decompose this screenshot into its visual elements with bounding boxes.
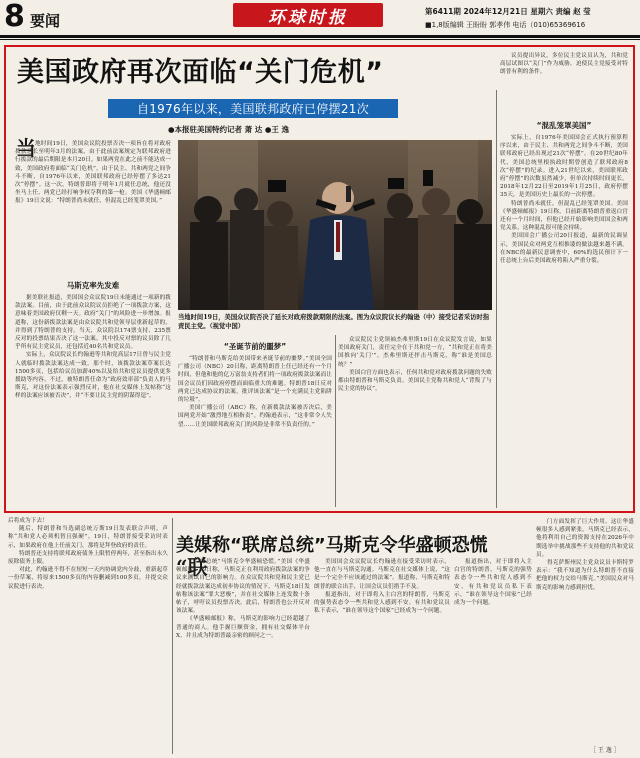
lower-author: ［ 王 逸 ］ xyxy=(590,747,620,754)
lower-col2 xyxy=(314,558,450,754)
paragraph: 席总统”马斯克令华盛顿恐慌。”美国《华盛顿邮报》19日称，马斯克正在利用政府拨款法案的争议来测试自己的影响力。在众议院共和党和民主党已经就拨款法案达成初步协议的情况下，马斯克18日发帖称该法案“罪大恶极”，并在社交媒体上连发数十条帖子，呼吁议员投票否决。此后，特朗普也公开反对该法案。 xyxy=(176,559,310,615)
lower-col3 xyxy=(536,518,634,742)
paragraph: 对此，约翰逊不得不在短短一天内协调党内分歧，重新起草一份草案，将原来1500多页的内容删减到100多页，并提交众议院进行表决。 xyxy=(8,567,168,590)
paragraph: 特朗普还支持将联邦政府债务上限暂停两年，甚至指出永久废除债务上限。 xyxy=(8,550,168,566)
section-title: 要闻 xyxy=(30,12,61,30)
paragraph: 议员提出异议，多位民主党议员认为，共和党高层试图以“关门”作为威胁，迫使民主党接受对特朗普有利的条件。 xyxy=(500,53,628,76)
main-col2 xyxy=(178,355,332,508)
main-col4-top xyxy=(500,52,628,114)
main-subheadline: 自1976年以来，美国联邦政府已停摆21次 xyxy=(108,99,398,118)
paragraph: 美国国会众议院议长约翰逊在接受采访时表示，他一直在与马斯克沟通。马斯克在社交媒体上说，“这是一个完全不应该通过的法案”。报道称，马斯克和特朗普的联合出手，让国会议员们措手不及。 xyxy=(314,559,450,590)
paragraph: 随后，特朗普和当选副总统万斯19日发表联合声明，声称“共和党人必须机智且强硬”。19日，特朗普接受采访时表示，如果政府在他上任前关门，那将是拜登政府的责任。 xyxy=(8,526,168,549)
paragraph: 报道指出，对于即将入主白宫的特朗普，马斯克的强势表态令一些共和党人感到不安。有共和党议员私下表示，“谁在领导这个国家”已经成为一个问题。 xyxy=(314,591,450,615)
paragraph: 得克萨斯州民主党众议员卡斯特罗表示：“我不知道为什么特朗普不直接把他的权力交给马斯克。”美国民众对马斯克的影响力感到担忧。 xyxy=(536,560,634,591)
paragraph: 实际上，众议院议长约翰逊等共和党高层17日曾与民主党人就临时拨款法案达成一致。那个时，该拨款法案草案长达1500多页，包括给议员加薪40%以及给共和党议员提供更多援助等内容。不过，被特朗普任命为“政府效率部”负责人的马斯克，对这份法案表示强烈反对，他在社交媒体上发帖称“这样的法案应该被否决”，并“不要让民主党的阴谋得逞”。 xyxy=(15,352,171,400)
byline: ●本报驻美国特约记者 萧 达 ●王 逸 xyxy=(168,125,290,134)
column-divider xyxy=(335,335,336,507)
lower-col2b xyxy=(454,558,532,754)
main-col3 xyxy=(338,336,492,508)
column-divider xyxy=(172,518,173,754)
main-headline: 美国政府再次面临“关门危机” xyxy=(17,57,384,88)
paragraph: 众议院民主党领袖杰弗里斯19日在众议院发言说，如果美国政府关门，责任完全在于共和党一方，“共和党正在将美国推向‘关门’”。杰弗里斯还抨击马斯克，称“谁是美国总统？” xyxy=(338,337,492,368)
header-rule-thin xyxy=(0,39,640,40)
press-conference-illustration xyxy=(178,140,492,310)
paragraph: 美国白宫方面也表示，任何共和党对政府拨款问题的失败都由特朗普和马斯克负责。美国民主党称共和党人“背叛了与民主党的协议”。 xyxy=(338,369,492,393)
paragraph: 美国广播公司（ABC）称，在新拨款法案被否决后，美国两党开始“激烈地互相指责”。约翰逊表示，“这非常令人失望……让美国联邦政府关门的风险是非常不负责任的。” xyxy=(178,405,332,428)
subhead-chaos: “混乱笼罩美国” xyxy=(536,121,592,130)
paragraph: 《华盛顿邮报》称，马斯克的影响力已经超越了普通的商人。他手握巨额资金，拥有社交媒体平台X，并且成为特朗普最亲密的顾问之一。 xyxy=(176,616,310,639)
main-col1-top xyxy=(15,136,171,276)
paragraph: 门方面发挥了巨大作用，这让华盛顿很多人感到紧张。马斯克已经表示，他将利用自己的资源支持在2026年中期选举中挑战那些不支持他的共和党议员。 xyxy=(536,519,634,558)
lower-col1 xyxy=(176,555,310,754)
paragraph: 报道指出，对于即将入主白宫的特朗普，马斯克的强势表态令一些共和党人感到不安。有共和党议员私下表示，“谁在领导这个国家”已经成为一个问题。 xyxy=(454,559,532,607)
header-rule xyxy=(0,35,640,38)
paragraph: 实际上，自1976年美国国会正式执行预算程序以来，由于民主、共和两党之间争斗不断，美国联邦政府已经出现过21次“停摆”。在20世纪80年代，美国总统里根执政时期曾创造了联邦政府8次“停摆”的纪录。进入21世纪以来，美国联邦政府“停摆”的次数虽然减少，但单次持续时间更长。2018年12月22日至2019年1月25日，政府停摆35天，是美国历史上最长的一次停摆。 xyxy=(500,135,628,199)
paragraph: 地时间19日，美国众议院投票否决一项旨在将对政府拨款延长至明年3月的法案，由于此前法案规定为联邦政府进行拨款的最后期限是本月20日，如果两党在此之前不能达成一致，美国政府将面临“关门危机”。由于民主、共和两党之间争斗不断，自1976年以来，美国联邦政府已经停摆了多达21次“停摆”。这一次，特朗普即将于明年1月就任总统，他还没坐马上任，两党已经打响争权夺利的第一枪。美国《华盛顿邮报》19日文说：“特朗普尚未就任，但混乱已经笼罩美国。” xyxy=(15,141,171,205)
issue-info: 第6411期 2024年12月21日 星期六 责编 赵 莹 xyxy=(425,7,591,16)
main-col1-bottom xyxy=(15,294,171,508)
subhead-musk: 马斯克率先发难 xyxy=(66,281,120,290)
lower-drop-cap: “联 xyxy=(176,555,208,579)
news-photo xyxy=(178,140,492,310)
subhead-christmas: “圣诞节前的噩梦” xyxy=(223,342,287,351)
paragraph: 特朗普尚未就任，但混乱已经笼罩美国。美国《华盛顿邮报》19日称，目前距离特朗普重返白宫还有一个月时间，但他已经开始影响美国国会和两党关系，这种混乱很可能会持续。 xyxy=(500,200,628,232)
paragraph: “特朗普和马斯克给美国带来圣诞节前的噩梦。”美国全国广播公司（NBC）20日称，距离特朗普上任已经还有一个月时间，但他和他的亿万富翁支持者们将一项政府拨款法案而让国会议员们因政府停摆而面临重大的难题。特朗普18日反对两党已达成协议的法案，批评该法案“是一个充满民主党陷阱的垃圾”。 xyxy=(178,356,332,404)
paragraph: 据美联社报道，美国国会众议院19日未能通过一项新的拨款法案。目前，由于此前众议院议员拒绝了一项拨款方案，这意味着美国政府仅剩一天。政府“关门”的风险进一步增加。报道称，这份新拨款法案是由众议院共和党领导层重新起草的，并得到了特朗普的支持。当天，众议院以174票支持、235票反对的投票结果否决了这一法案。其中投反对票的议员除了几乎所有民主党议员，还包括近40名共和党议员。 xyxy=(15,295,171,351)
lower-headline: 美媒称“联席总统”马斯克令华盛顿恐慌 xyxy=(176,535,488,556)
edition-info: ■1,8版编辑 王盼盼 郭孝伟 电话（010)65369616 xyxy=(425,21,586,29)
newspaper-logo: 环球时报 xyxy=(233,3,383,27)
paragraph: 美国国会广播公司20日报道，最新的民调显示，美国民众对两党互相推诿的做法越来越不满。在NBC的最新民意调查中，60%的选民预计下一任总统上台后美国政府将陷入严重分裂。 xyxy=(500,233,628,265)
lower-left-column xyxy=(8,517,168,755)
paragraph: 后将成为下去！ xyxy=(8,518,48,524)
column-divider xyxy=(496,90,497,508)
drop-cap: 当 xyxy=(16,136,36,160)
photo-caption: 当地时间19日，美国众议院否决了延长对政府拨款期限的法案。图为众议院议长约翰逊（中）接受记者采访时指责民主党。（视觉中国） xyxy=(178,314,490,330)
page-number: 8 xyxy=(4,0,25,34)
main-col4 xyxy=(500,134,628,508)
